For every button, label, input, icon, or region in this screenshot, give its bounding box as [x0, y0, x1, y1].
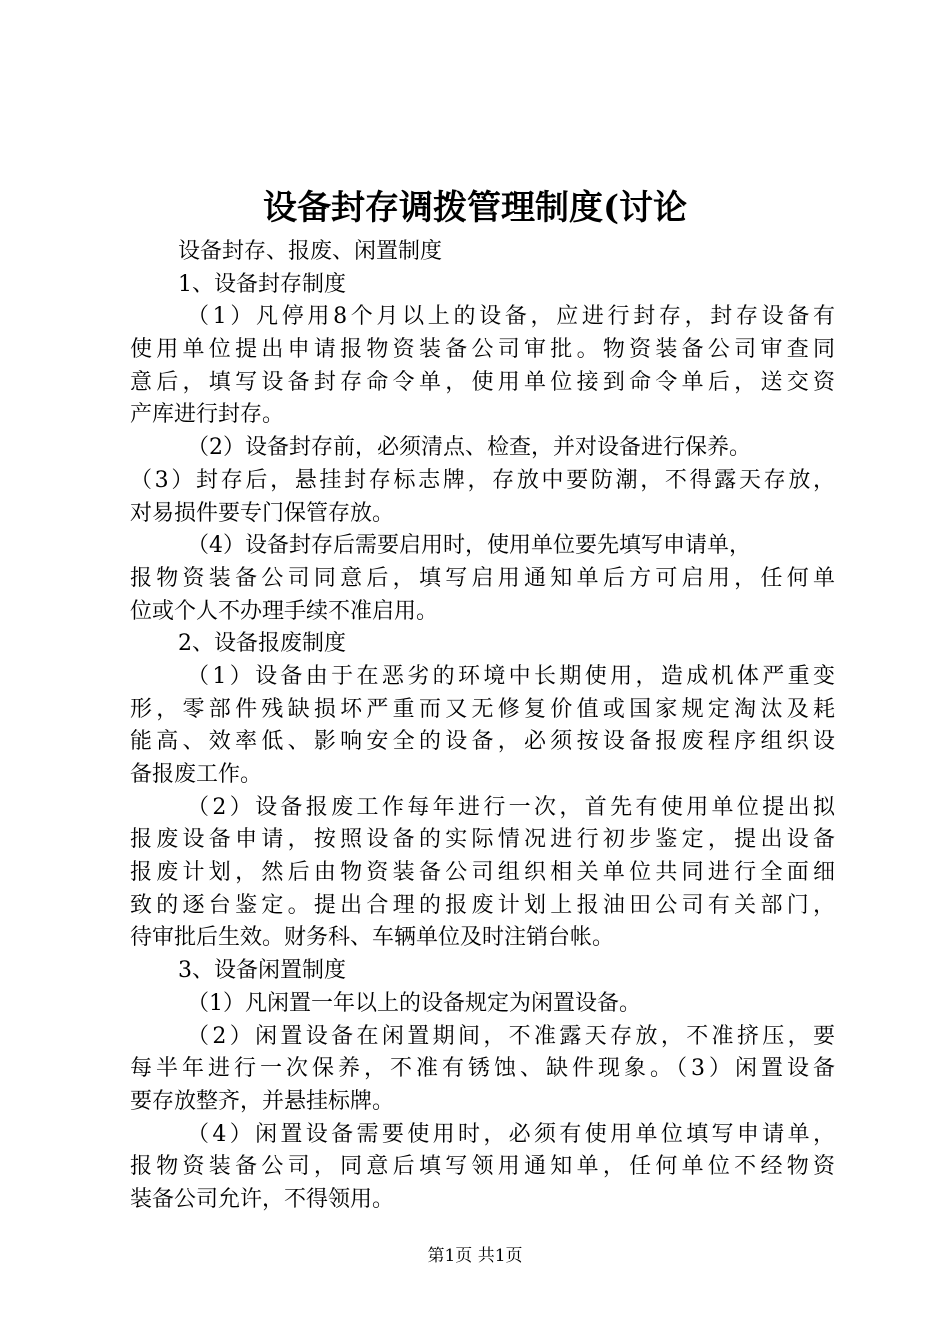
paragraph-line: （2）闲置设备在闲置期间，不准露天存放，不准挤压，要 [187, 1023, 835, 1049]
paragraph-line: 备报废工作。 [130, 762, 263, 787]
subsection-heading: 3、设备闲置制度 [178, 958, 346, 984]
paragraph-line: （3）封存后，悬挂封存标志牌，存放中要防潮，不得露天存放， [130, 467, 835, 493]
page-footer: 第1页 共1页 [427, 1246, 523, 1266]
paragraph-line: 对易损件要专门保管存放。 [130, 500, 395, 526]
paragraph-line: （4）闲置设备需要使用时，必须有使用单位填写申请单， [187, 1121, 835, 1147]
paragraph-line: （1）设备由于在恶劣的环境中长期使用，造成机体严重变 [187, 663, 835, 689]
subsection-heading: 2、设备报废制度 [178, 631, 346, 657]
paragraph-line: 使用单位提出申请报物资装备公司审批。物资装备公司审查同 [130, 337, 835, 363]
paragraph-line: 待审批后生效。财务科、车辆单位及时注销台帐。 [130, 925, 615, 951]
paragraph-line: 产库进行封存。 [130, 402, 285, 428]
paragraph-line: （1）凡闲置一年以上的设备规定为闲置设备。 [187, 990, 641, 1016]
paragraph-line: 装备公司允许，不得领用。 [130, 1186, 395, 1212]
paragraph-line: 报废设备申请，按照设备的实际情况进行初步鉴定，提出设备 [130, 827, 835, 853]
paragraph-line: 致的逐台鉴定。提出合理的报废计划上报油田公司有关部门， [130, 892, 835, 918]
paragraph-line: （4）设备封存后需要启用时，使用单位要先填写申请单， [187, 533, 751, 559]
document-title: 设备封存调拨管理制度(讨论 [262, 188, 688, 228]
paragraph-line: 要存放整齐，并悬挂标牌。 [130, 1088, 395, 1114]
paragraph-line: 报废计划，然后由物资装备公司组织相关单位共同进行全面细 [130, 860, 835, 886]
section-heading: 设备封存、报废、闲置制度 [178, 239, 443, 264]
paragraph-line: （2）设备封存前，必须清点、检查，并对设备进行保养。 [187, 435, 751, 461]
paragraph-line: 每半年进行一次保养，不准有锈蚀、缺件现象。（3）闲置设备 [130, 1056, 835, 1082]
paragraph-line: 报物资装备公司同意后，填写启用通知单后方可启用，任何单 [130, 565, 835, 591]
paragraph-line: 报物资装备公司，同意后填写领用通知单，任何单位不经物资 [130, 1154, 835, 1180]
paragraph-line: 能高、效率低、影响安全的设备，必须按设备报废程序组织设 [130, 729, 835, 755]
subsection-heading: 1、设备封存制度 [178, 271, 346, 297]
paragraph-line: （2）设备报废工作每年进行一次，首先有使用单位提出拟 [187, 794, 835, 820]
paragraph-line: 意后，填写设备封存命令单，使用单位接到命令单后，送交资 [130, 369, 835, 395]
paragraph-line: 形，零部件残缺损坏严重而又无修复价值或国家规定淘汰及耗 [130, 696, 835, 722]
document-body [130, 236, 835, 1217]
paragraph-line: （1）凡停用8个月以上的设备，应进行封存，封存设备有 [187, 304, 835, 330]
paragraph-line: 位或个人不办理手续不准启用。 [130, 598, 439, 624]
